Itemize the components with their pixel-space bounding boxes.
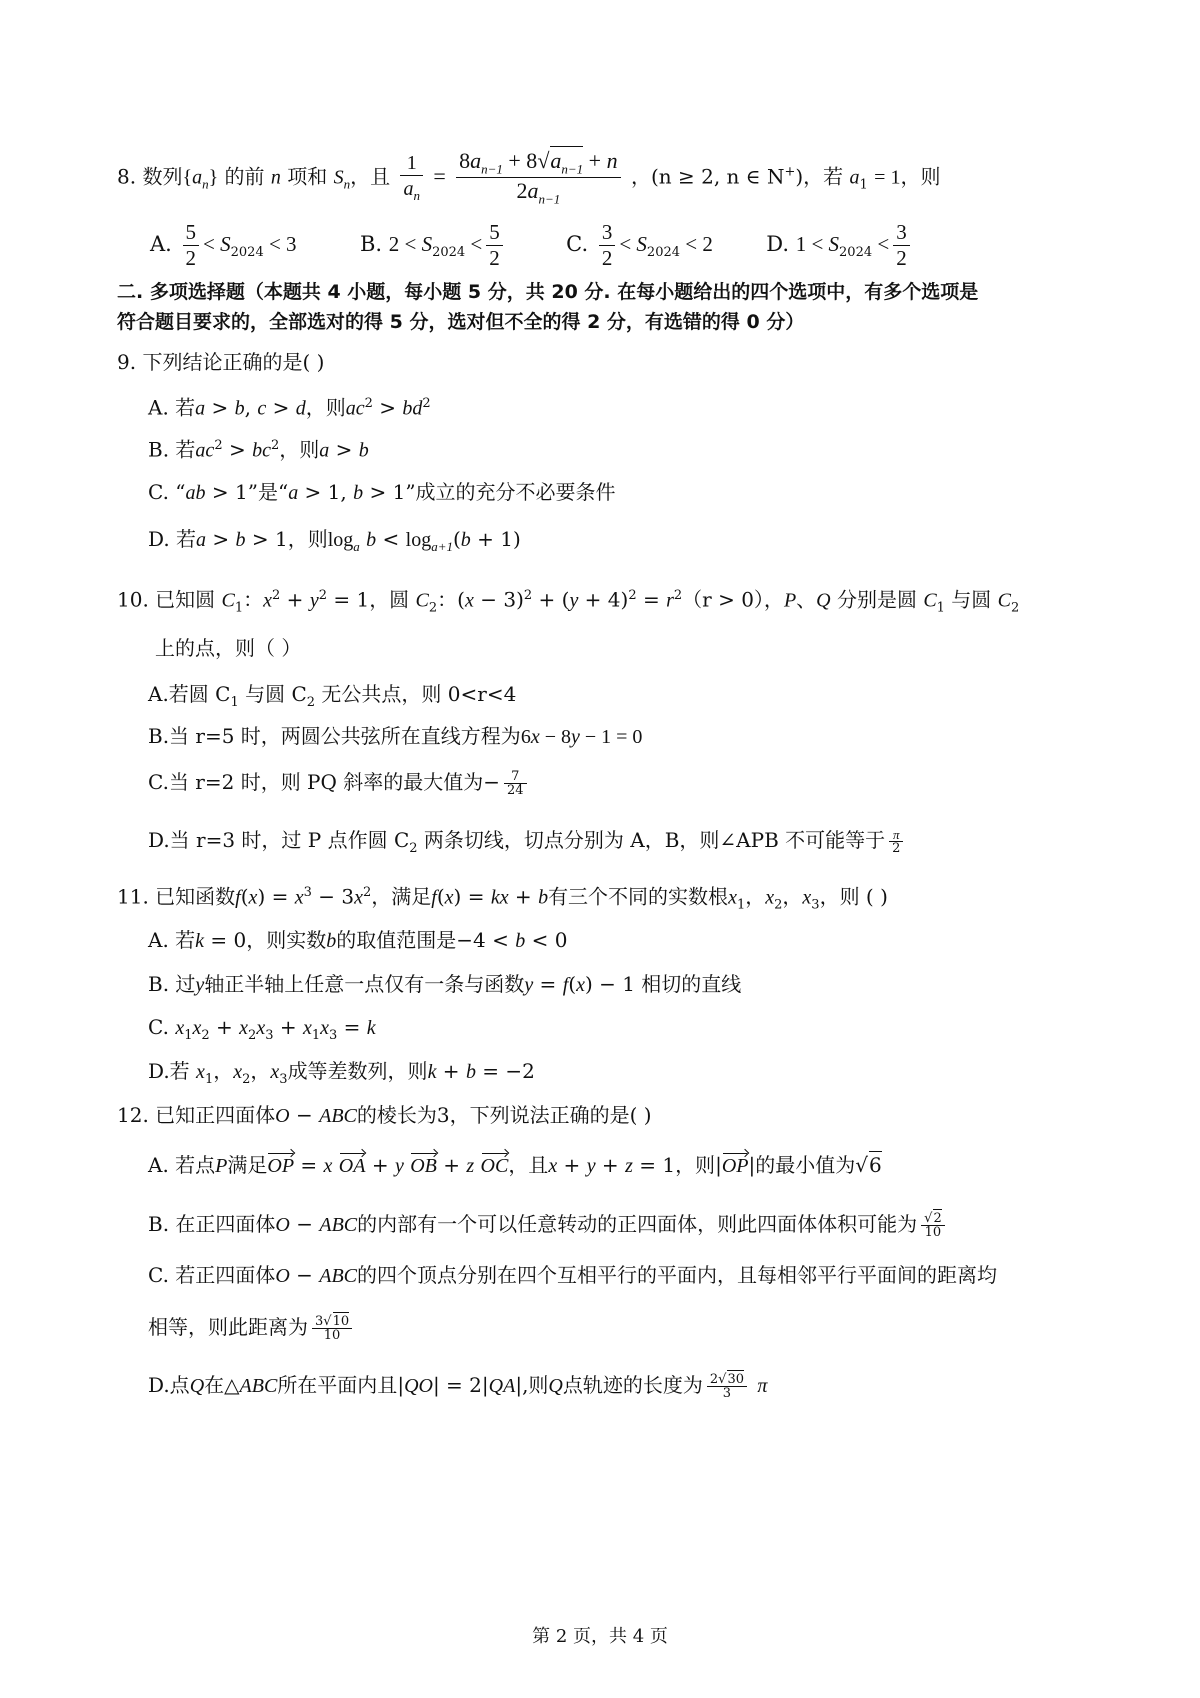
q12-d-mid3: ,则	[522, 1373, 549, 1397]
q8-frac-rhs: $\frac{8a_{n-1} + 8√a_{n-1} + n}{2a_{n-1}}$	[456, 150, 620, 206]
q12-a-mid3: ，则	[675, 1153, 716, 1177]
q12-d-frac: $\frac{2√30}{3}$	[707, 1373, 747, 1400]
q9-option-c: C. “ab > 1”是“a > 1, b > 1”成立的充分不必要条件	[148, 480, 616, 504]
q11-option-d: D.若 $x_1$，$x_2$，$x_3$成等差数列，则k + b = −2	[148, 1059, 535, 1087]
q12-option-c-line2	[148, 1315, 356, 1342]
q10-d-frac: $\frac{\pi}{2}$	[889, 828, 903, 855]
q8-cond-end: )，若	[795, 164, 844, 189]
q11-option-c: C. $x_1x_2 + x_2x_3 + x_1x_3 = k$	[148, 1015, 376, 1043]
q8-mid2: 项和	[287, 164, 328, 189]
q8-option-a-label: A.	[150, 232, 172, 256]
q8-option-b-label: B.	[359, 232, 383, 256]
q12-b-mid: 的内部有一个可以任意转动的正四面体，则此四面体体积可能为	[357, 1212, 918, 1236]
q10-option-a: A.若圆 $C_1$ 与圆 $C_2$ 无公共点，则 0<r<4	[148, 682, 517, 710]
q12-c-line2-text: 相等，则此距离为	[148, 1315, 308, 1339]
q12-c-mid: 的四个顶点分别在四个互相平行的平面内，且每相邻平行平面间的距离均	[357, 1263, 998, 1287]
q10-stem: 10. 已知圆 $C_1$：$x^2 + y^2 = 1$，圆 $C_2$：$(x - 3)^2 + (y + 4)^2 = r^2(r > 0)$，P、Q 分别是圆 $C_1$ 与圆 $C_2$	[117, 587, 1020, 616]
q8-opt-c-frac: $\frac{3}{2}$	[599, 222, 616, 269]
q10-stem-e: 分别是圆	[830, 587, 924, 612]
q9-d-then: ，则	[287, 527, 328, 551]
section2-line2: 符合题目要求的，全部选对的得 5 分，选对但不全的得 2 分，有选错的得 0 分）	[117, 311, 805, 333]
q11-stem-c: 有三个不同的实数根	[548, 884, 729, 909]
q10-stem-c: （r > 0），	[682, 587, 784, 612]
q11-stem-d: ，则 ( )	[819, 884, 888, 909]
q8-frac-lhs: $\frac{1}{a_n}$	[400, 153, 423, 202]
q10-option-b: B.当 r=5 时，两圆公共弦所在直线方程为6x − 8y − 1 = 0	[148, 724, 643, 748]
q11-a-label: A. 若	[148, 928, 196, 952]
q8-stem: 8. 数列$\{a_n\}$ 的前 n 项和 $S_n$，且 $\frac{1}{a_n}$ = $\frac{8a_{n-1} + 8√a_{n-1} + n}{2a_{n-1}}$ ，(n ≥ 2, n ∈ N+)，若 $a_1 = 1$，则	[117, 148, 941, 207]
q9-option-b: B. 若$ac^2 > bc^2$，则a > b	[148, 437, 369, 462]
q10-stem-f: 与圆	[944, 587, 998, 612]
q8-option-d-label: D.	[766, 232, 789, 256]
q11-b-mid: 轴正半轴上任意一点仅有一条与函数	[204, 972, 525, 996]
q12-option-d: D.点Q在△ABC所在平面内且|QO| = 2|QA|,则Q点轨迹的长度为 $\frac{2√30}{3}$ π	[148, 1372, 768, 1401]
q11-stem-a: 11. 已知函数	[117, 884, 236, 909]
q12-stem-b: 的棱长为3，下列说法正确的是( )	[356, 1103, 652, 1127]
q8-mid3: ，且	[350, 164, 391, 189]
q10-a-text3: 无公共点，则 0<r<4	[315, 682, 517, 706]
q10-stem-b: ，圆	[369, 587, 416, 612]
q12-c-label: C. 若正四面体	[148, 1263, 276, 1287]
q12-b-label: B. 在正四面体	[148, 1212, 276, 1236]
q10-d-text: D.当 r=3 时，过 P 点作圆 C	[148, 828, 410, 852]
q9-d-label: D. 若	[148, 527, 197, 551]
q11-option-b: B. 过y轴正半轴上任意一点仅有一条与函数y = f(x) − 1 相切的直线	[148, 972, 742, 996]
q11-option-a: A. 若k = 0，则实数b的取值范围是−4 < b < 0	[148, 928, 568, 952]
q8-cond: ，(n ≥ 2, n ∈ N	[630, 164, 785, 189]
q9-a-then: ，则	[305, 395, 346, 420]
q11-a-mid2: 的取值范围是	[336, 928, 457, 952]
q12-c-frac: $\frac{3√10}{10}$	[312, 1315, 352, 1342]
q12-d-end: 点轨迹的长度为	[562, 1373, 703, 1397]
q10-option-c	[148, 770, 531, 797]
q9-option-d: D. 若a > b > 1，则$\log_a b < \log_{a+1}(b + 1)$	[148, 527, 521, 554]
q12-stem-a: 12. 已知正四面体	[117, 1103, 276, 1127]
q12-option-a: A. 若点P满足OP = x OA + y OB + z OC，且x + y + z = 1，则|OP|的最小值为√6	[148, 1153, 882, 1177]
q9-b-label: B. 若	[148, 437, 196, 462]
q12-option-c: C. 若正四面体O − ABC的四个顶点分别在四个互相平行的平面内，且每相邻平行平面间的距离均	[148, 1263, 998, 1287]
q8-options: A. $\frac{5}{2}$ < $S_{2024} < 3$ B. $2 < S_{2024}$ < $\frac{5}{2}$ C. $\frac{3}{2}$ < $S_{2024} < 2$ D. $1 < S_{2024}$ < $\frac{3}{2}$	[150, 222, 914, 269]
q11-d-label: D.若	[148, 1059, 190, 1083]
q11-d-mid: 成等差数列，则	[287, 1059, 428, 1083]
q9-stem: 9. 下列结论正确的是( )	[117, 350, 325, 374]
q9-a-label: A. 若	[148, 395, 196, 420]
q11-stem-b: ，满足	[371, 884, 432, 909]
q12-b-frac: $\frac{√2}{10}$	[921, 1212, 945, 1239]
q8-prefix: 8. 数列	[117, 164, 183, 189]
q9-c-label: C. “	[148, 480, 186, 504]
q12-d-mid2: 所在平面内且	[277, 1373, 398, 1397]
q10-a-text2: 与圆 C	[238, 682, 307, 706]
q11-a-mid: ，则实数	[246, 928, 327, 952]
q11-b-label: B. 过	[148, 972, 196, 996]
q8-opt-a-frac: $\frac{5}{2}$	[183, 222, 200, 269]
q10-c-frac: $\frac{7}{24}$	[504, 770, 527, 797]
q8-opt-b-frac: $\frac{5}{2}$	[486, 222, 503, 269]
q9-b-then: ，则	[279, 437, 320, 462]
q11-c-label: C.	[148, 1015, 169, 1039]
q12-option-b: B. 在正四面体O − ABC的内部有一个可以任意转动的正四面体，则此四面体体积可能为 $\frac{√2}{10}$	[148, 1212, 949, 1239]
q12-d-label: D.点	[148, 1373, 190, 1397]
q8-mid1: 的前	[224, 164, 265, 189]
q10-d-text2: 两条切线，切点分别为 A，B，则∠APB 不可能等于	[417, 828, 886, 852]
q9-c-end: ”成立的充分不必要条件	[405, 480, 616, 504]
q11-b-end: 相切的直线	[634, 972, 742, 996]
q12-a-mid2: ，且	[508, 1153, 549, 1177]
q12-d-mid: 在△	[204, 1373, 240, 1397]
q12-a-mid: 满足	[227, 1153, 268, 1177]
q12-a-end: 的最小值为	[755, 1153, 856, 1177]
q12-stem: 12. 已知正四面体O − ABC的棱长为3，下列说法正确的是( )	[117, 1103, 652, 1127]
section2-line1: 二. 多项选择题（本题共 4 小题，每小题 5 分，共 20 分. 在每小题给出的四个选项中，有多个选项是	[117, 281, 979, 303]
q8-opt-d-frac: $\frac{3}{2}$	[893, 222, 910, 269]
q10-stem-d: 、	[796, 587, 817, 612]
q10-option-d: D.当 r=3 时，过 P 点作圆 $C_2$ 两条切线，切点分别为 A，B，则∠APB 不可能等于 $\frac{\pi}{2}$	[148, 828, 907, 855]
q10-stem-a: 10. 已知圆	[117, 587, 222, 612]
q10-c-text: C.当 r=2 时，则 PQ 斜率的最大值为−	[148, 770, 501, 794]
q10-b-text: B.当 r=5 时，两圆公共弦所在直线方程为	[148, 724, 521, 748]
q8-option-c-label: C.	[566, 232, 589, 256]
q9-option-a: A. 若a > b, c > d，则$ac^2 > bd^2$	[148, 395, 431, 420]
page-footer: 第 2 页，共 4 页	[532, 1626, 668, 1647]
q10-a-text: A.若圆 C	[148, 682, 231, 706]
q10-stem-line2: 上的点，则（ ）	[155, 636, 302, 660]
q12-a-label: A. 若点	[148, 1153, 216, 1177]
q8-tail: ，则	[900, 164, 941, 189]
q9-c-mid: ”是“	[247, 480, 289, 504]
q11-stem: 11. 已知函数$f(x) = x^3 - 3x^2$，满足f(x) = kx + b有三个不同的实数根$x_1$，$x_2$，$x_3$，则 ( )	[117, 884, 888, 913]
